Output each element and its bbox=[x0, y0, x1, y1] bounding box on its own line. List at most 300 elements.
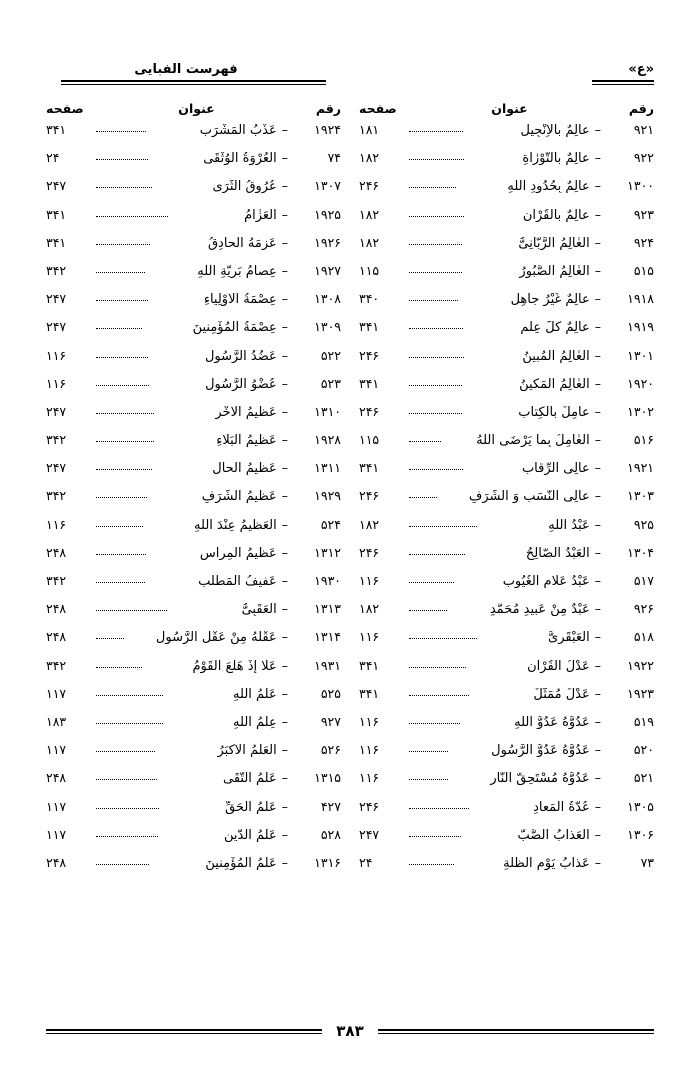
column-header-title: عنوان bbox=[491, 101, 528, 116]
entry-number: ۱۳۰۳ bbox=[627, 488, 654, 504]
entry-dash: – bbox=[594, 601, 601, 617]
entry-number: ۵۲۳ bbox=[320, 375, 341, 391]
page-number: ۳۸۳ bbox=[336, 1022, 364, 1040]
entry-number: ۱۹۲۳ bbox=[627, 685, 654, 701]
entry-dash: – bbox=[594, 375, 601, 391]
entry-dash: – bbox=[281, 375, 288, 391]
entries-left bbox=[46, 124, 341, 885]
entry-dash: – bbox=[594, 657, 601, 673]
entry-number: ۵۲۵ bbox=[320, 685, 341, 701]
entry-title: عَذْبُ الْمَشْرَبِ bbox=[199, 124, 277, 137]
leader-dots bbox=[96, 412, 154, 414]
header-left bbox=[374, 62, 654, 85]
index-entry[interactable] bbox=[359, 152, 654, 180]
entry-title: عالِمٌ بالتَّوْرٰاةِ bbox=[522, 152, 590, 166]
entry-number: ۱۹۲۰ bbox=[627, 375, 654, 391]
index-entry[interactable] bbox=[46, 603, 341, 631]
leader-dots bbox=[409, 271, 462, 273]
leader-dots bbox=[409, 750, 448, 752]
header-left-label: «ع» bbox=[628, 62, 654, 77]
entry-number: ۱۳۰۷ bbox=[314, 178, 341, 194]
entry-page: ۳۴۱ bbox=[359, 319, 380, 335]
leader-dots bbox=[409, 496, 437, 498]
leader-dots bbox=[409, 384, 462, 386]
entry-title: عالِی الرِّقابِ bbox=[521, 462, 590, 476]
entry-number: ۱۹۱۸ bbox=[627, 291, 654, 307]
entry-number: ۱۹۲۶ bbox=[314, 234, 341, 250]
entry-title: عَلا إِذْ هَلَعَ الْقَوْمُ bbox=[192, 659, 277, 673]
entry-number: ۱۳۱۳ bbox=[314, 601, 341, 617]
index-entry[interactable] bbox=[46, 403, 341, 434]
index-entry[interactable] bbox=[46, 152, 341, 180]
entry-title: عَظیمُ الْحالِ bbox=[212, 462, 277, 476]
entry-dash: – bbox=[281, 403, 288, 419]
entry-page: ۲۴۶ bbox=[359, 798, 380, 814]
entry-number: ۱۳۱۲ bbox=[314, 544, 341, 560]
entry-title: عَبْدُ اللهِ bbox=[548, 518, 590, 532]
leader-dots bbox=[409, 581, 454, 583]
leader-dots bbox=[409, 412, 462, 414]
entry-dash: – bbox=[281, 516, 288, 532]
index-entry[interactable] bbox=[46, 516, 341, 547]
entry-title: عَلَمُ الْمُؤْمِنینَ bbox=[205, 856, 277, 870]
entry-dash: – bbox=[281, 347, 288, 363]
entry-page: ۳۴۱ bbox=[359, 685, 380, 701]
leader-dots bbox=[96, 694, 163, 696]
entry-title: عِصْمَةُ الْمُؤْمِنینَ bbox=[192, 321, 277, 335]
index-entry[interactable] bbox=[359, 516, 654, 547]
entry-title: الْعٰالِمُ الصَّبُورُ bbox=[519, 264, 590, 278]
leader-dots bbox=[409, 609, 447, 611]
entry-page: ۲۴۶ bbox=[359, 347, 380, 363]
index-entry[interactable] bbox=[46, 744, 341, 772]
entry-number: ۹۲۱ bbox=[633, 122, 654, 137]
entry-number: ۱۹۲۱ bbox=[627, 460, 654, 476]
leader-dots bbox=[409, 440, 441, 442]
entry-dash: – bbox=[594, 770, 601, 786]
index-entry[interactable] bbox=[359, 854, 654, 885]
index-entry[interactable] bbox=[359, 434, 654, 462]
entry-title: عَظیمُ الْأَخْرِ bbox=[215, 405, 277, 419]
entry-title: الْعُرْوَةُ الْوُثْقَی bbox=[203, 152, 277, 166]
entry-dash: – bbox=[594, 629, 601, 645]
entry-title: عَقْلُهُ مِنْ عَقْلِ الرَّسُولِ bbox=[155, 631, 277, 645]
entry-title: عَدُوُّهُ مُسْتَحِقُّ النّارِ bbox=[490, 772, 590, 786]
entry-page: ۲۴۶ bbox=[359, 403, 380, 419]
column-header-left bbox=[46, 101, 341, 117]
entry-number: ۹۲۴ bbox=[633, 234, 654, 250]
entries-right bbox=[359, 124, 654, 885]
entry-number: ۵۱۸ bbox=[633, 629, 654, 645]
index-entry[interactable] bbox=[359, 206, 654, 237]
leader-dots bbox=[96, 778, 158, 780]
index-entry[interactable] bbox=[359, 124, 654, 152]
leader-dots bbox=[409, 778, 448, 780]
leader-dots bbox=[96, 271, 145, 273]
index-entry[interactable] bbox=[46, 180, 341, 208]
index-entry[interactable] bbox=[359, 490, 654, 518]
entry-title: الْعَلَمُ الْأَكْبَرُ bbox=[217, 744, 277, 758]
footer-rule-left bbox=[378, 1029, 654, 1034]
column-header-right bbox=[359, 101, 654, 117]
entry-title: الْعَذابُ الصَّبُّ bbox=[517, 828, 590, 842]
entry-page: ۱۸۱ bbox=[359, 122, 380, 137]
index-entry[interactable] bbox=[46, 293, 341, 321]
leader-dots bbox=[409, 553, 465, 555]
leader-dots bbox=[409, 243, 462, 245]
entry-dash: – bbox=[281, 629, 288, 645]
entry-number: ۷۴ bbox=[327, 150, 341, 166]
index-entry[interactable] bbox=[359, 403, 654, 434]
entry-page: ۱۱۶ bbox=[359, 770, 380, 786]
entry-page: ۱۱۵ bbox=[359, 432, 380, 448]
entry-dash: – bbox=[281, 234, 288, 250]
footer-rule-right bbox=[46, 1029, 322, 1034]
entry-page: ۲۴۷ bbox=[359, 826, 380, 842]
entry-page: ۳۴۲ bbox=[46, 262, 67, 278]
leader-dots bbox=[96, 243, 150, 245]
entry-number: ۱۳۰۰ bbox=[627, 178, 654, 194]
entry-dash: – bbox=[594, 234, 601, 250]
entry-number: ۹۲۷ bbox=[320, 713, 341, 729]
index-entry[interactable] bbox=[46, 657, 341, 688]
entry-page: ۲۴۸ bbox=[46, 544, 67, 560]
entry-title: عُرُوقُ الثَّرَی bbox=[212, 180, 277, 194]
entry-number: ۹۲۲ bbox=[633, 150, 654, 166]
entry-title: عَبْدٌ مِنْ عَبیدِ مُحَمَّدٍ bbox=[489, 603, 590, 617]
leader-dots bbox=[409, 722, 460, 724]
leader-dots bbox=[409, 637, 477, 639]
entry-page: ۱۸۲ bbox=[359, 234, 380, 250]
index-column-left bbox=[46, 101, 341, 1012]
index-entry[interactable] bbox=[359, 347, 654, 378]
entry-page: ۱۱۵ bbox=[359, 262, 380, 278]
index-entry[interactable] bbox=[46, 798, 341, 829]
entry-title: عالِی النَّسَبِ وَ الشَّرَفِ bbox=[468, 490, 590, 504]
index-entry[interactable] bbox=[359, 262, 654, 293]
index-entry[interactable] bbox=[46, 826, 341, 857]
leader-dots bbox=[409, 186, 456, 188]
index-entry[interactable] bbox=[359, 798, 654, 829]
leader-dots bbox=[96, 609, 167, 611]
entry-title: عَظیمُ الْمِراسِ bbox=[199, 546, 277, 560]
entry-title: عَبْدُ عَلّامِ الْغُیُوبِ bbox=[502, 575, 590, 588]
column-header-title: عنوان bbox=[178, 101, 215, 116]
entry-dash: – bbox=[281, 854, 288, 870]
entry-title: عَدُوُّهُ عَدُوُّ الرَّسُولِ bbox=[491, 744, 590, 758]
leader-dots bbox=[96, 468, 152, 470]
index-entry[interactable] bbox=[46, 631, 341, 659]
entry-dash: – bbox=[281, 798, 288, 814]
entry-page: ۱۱۶ bbox=[46, 347, 67, 363]
entry-page: ۳۴۰ bbox=[359, 291, 380, 307]
entry-page: ۱۱۷ bbox=[46, 798, 67, 814]
index-entry[interactable] bbox=[359, 657, 654, 688]
index-entry[interactable] bbox=[46, 713, 341, 744]
entry-title: عَدْلُ الْقُرْآنِ bbox=[527, 659, 590, 673]
column-header-page: صفحه bbox=[359, 101, 397, 116]
leader-dots bbox=[96, 299, 148, 301]
entry-dash: – bbox=[281, 601, 288, 617]
leader-dots bbox=[409, 835, 461, 837]
leader-dots bbox=[96, 722, 163, 724]
entry-number: ۵۲۸ bbox=[320, 826, 341, 842]
entry-page: ۳۴۱ bbox=[46, 122, 67, 137]
entry-number: ۱۳۱۴ bbox=[314, 629, 341, 645]
index-entry[interactable] bbox=[359, 631, 654, 659]
entry-dash: – bbox=[281, 573, 288, 588]
entry-title: عَلَمُ الدّینِ bbox=[223, 828, 277, 842]
entry-page: ۱۱۷ bbox=[46, 742, 67, 758]
entry-number: ۱۹۲۹ bbox=[314, 488, 341, 504]
index-columns bbox=[46, 101, 654, 1012]
entry-dash: – bbox=[281, 544, 288, 560]
index-entry[interactable] bbox=[46, 685, 341, 716]
entry-title: عَلَمُ اللهِ bbox=[233, 687, 277, 701]
index-entry[interactable] bbox=[359, 180, 654, 208]
index-entry[interactable] bbox=[359, 603, 654, 631]
entry-title: الْعَبْدُ الصّالِحُ bbox=[525, 546, 590, 560]
index-entry[interactable] bbox=[359, 462, 654, 490]
index-entry[interactable] bbox=[46, 262, 341, 293]
index-entry[interactable] bbox=[46, 434, 341, 462]
entry-dash: – bbox=[594, 262, 601, 278]
entry-dash: – bbox=[281, 432, 288, 448]
entry-page: ۲۴ bbox=[359, 854, 373, 870]
entry-dash: – bbox=[594, 826, 601, 842]
entry-number: ۱۹۳۱ bbox=[314, 657, 341, 673]
leader-dots bbox=[96, 807, 159, 809]
entry-title: الْعَظیمُ عِنْدَ اللهِ bbox=[194, 518, 277, 532]
entry-page: ۳۴۱ bbox=[359, 460, 380, 476]
entry-dash: – bbox=[594, 488, 601, 504]
index-entry[interactable] bbox=[359, 544, 654, 575]
entry-dash: – bbox=[281, 291, 288, 307]
entry-dash: – bbox=[281, 319, 288, 335]
entry-page: ۲۴۷ bbox=[46, 291, 67, 307]
entry-number: ۵۱۷ bbox=[633, 573, 654, 588]
entry-page: ۲۴ bbox=[46, 150, 60, 166]
entry-number: ۱۳۰۱ bbox=[627, 347, 654, 363]
index-entry[interactable] bbox=[46, 854, 341, 885]
entry-title: عالِمٌ بالْقُرْآنِ bbox=[522, 208, 590, 222]
leader-dots bbox=[409, 158, 464, 160]
leader-dots bbox=[96, 863, 149, 865]
entry-number: ۱۹۲۷ bbox=[314, 262, 341, 278]
entry-number: ۵۲۲ bbox=[320, 347, 341, 363]
index-column-right bbox=[359, 101, 654, 1012]
entry-dash: – bbox=[281, 770, 288, 786]
index-entry[interactable] bbox=[359, 234, 654, 265]
entry-title: عالِمٌ بِحُدُودِ اللهِ bbox=[507, 180, 590, 194]
entry-dash: – bbox=[594, 742, 601, 758]
entry-number: ۱۳۱۵ bbox=[314, 770, 341, 786]
entry-dash: – bbox=[594, 798, 601, 814]
entry-page: ۱۱۶ bbox=[359, 742, 380, 758]
entry-dash: – bbox=[281, 262, 288, 278]
entry-dash: – bbox=[594, 347, 601, 363]
entry-number: ۱۹۲۴ bbox=[314, 122, 341, 137]
column-header-num: رقم bbox=[315, 101, 341, 116]
entry-page: ۱۱۶ bbox=[359, 713, 380, 729]
entry-dash: – bbox=[281, 150, 288, 166]
entry-title: الْعَقَبِیُّ bbox=[241, 603, 277, 617]
entry-title: عَظیمُ الشَّرَفِ bbox=[201, 490, 277, 504]
entry-page: ۲۴۷ bbox=[46, 403, 67, 419]
entry-page: ۲۴۸ bbox=[46, 601, 67, 617]
entry-page: ۲۴۸ bbox=[46, 770, 67, 786]
entry-dash: – bbox=[281, 685, 288, 701]
entry-dash: – bbox=[281, 826, 288, 842]
leader-dots bbox=[409, 130, 463, 132]
index-entry[interactable] bbox=[46, 321, 341, 349]
leader-dots bbox=[96, 553, 146, 555]
entry-title: عالِمٌ بالْأِنْجِیلِ bbox=[520, 124, 590, 137]
entry-title: عِلْمُ اللهِ bbox=[233, 715, 277, 729]
entry-page: ۱۸۳ bbox=[46, 713, 67, 729]
leader-dots bbox=[96, 384, 149, 386]
index-entry[interactable] bbox=[46, 772, 341, 800]
entry-title: عُدَّةُ الْمَعادِ bbox=[533, 800, 590, 814]
entry-page: ۱۸۲ bbox=[359, 206, 380, 222]
entry-page: ۲۴۸ bbox=[46, 854, 67, 870]
entry-page: ۱۱۶ bbox=[46, 516, 67, 532]
entry-page: ۲۴۷ bbox=[46, 319, 67, 335]
index-entry[interactable] bbox=[359, 375, 654, 406]
entry-title: عِصامُ بَرِیَّةِ اللهِ bbox=[197, 264, 277, 278]
leader-dots bbox=[96, 327, 142, 329]
index-entry[interactable] bbox=[359, 826, 654, 857]
entry-number: ۱۳۰۵ bbox=[627, 798, 654, 814]
index-entry[interactable] bbox=[359, 744, 654, 772]
entry-title: عالِمٌ كُلَّ عِلْمٍ bbox=[520, 321, 590, 335]
entry-number: ۵۱۵ bbox=[633, 262, 654, 278]
entry-title: عَزِمَهُ الْحادِقُ bbox=[207, 236, 277, 250]
entry-title: الْعَبْقَرِیُّ bbox=[548, 631, 590, 645]
entry-number: ۱۳۱۶ bbox=[314, 854, 341, 870]
entry-number: ۹۲۶ bbox=[633, 601, 654, 617]
entry-dash: – bbox=[594, 122, 601, 137]
index-entry[interactable] bbox=[46, 347, 341, 378]
entry-page: ۱۱۶ bbox=[359, 573, 380, 588]
index-entry[interactable] bbox=[359, 575, 654, 603]
entry-dash: – bbox=[281, 460, 288, 476]
index-entry[interactable] bbox=[359, 321, 654, 349]
leader-dots bbox=[96, 356, 148, 358]
leader-dots bbox=[96, 525, 143, 527]
entry-title: الْعٰالِمُ الْمُبینُ bbox=[522, 349, 590, 363]
page-footer bbox=[46, 1022, 654, 1040]
entry-page: ۳۴۱ bbox=[46, 234, 67, 250]
entry-dash: – bbox=[594, 516, 601, 532]
entry-number: ۱۳۱۰ bbox=[314, 403, 341, 419]
entry-number: ۵۲۱ bbox=[633, 770, 654, 786]
entry-title: عَذابُ یَوْمِ الظُّلَّةِ bbox=[503, 856, 590, 870]
leader-dots bbox=[409, 694, 469, 696]
leader-dots bbox=[409, 356, 464, 358]
entry-page: ۲۴۸ bbox=[46, 629, 67, 645]
entry-number: ۱۹۱۹ bbox=[627, 319, 654, 335]
entry-page: ۳۴۲ bbox=[46, 488, 67, 504]
entry-number: ۷۳ bbox=[640, 854, 654, 870]
index-entry[interactable] bbox=[46, 234, 341, 265]
index-entry[interactable] bbox=[46, 375, 341, 406]
entry-dash: – bbox=[281, 488, 288, 504]
entry-dash: – bbox=[594, 319, 601, 335]
entry-page: ۱۱۷ bbox=[46, 685, 67, 701]
entry-number: ۱۳۰۸ bbox=[314, 291, 341, 307]
index-entry[interactable] bbox=[359, 772, 654, 800]
column-header-num: رقم bbox=[628, 101, 654, 116]
entry-dash: – bbox=[594, 432, 601, 448]
entry-number: ۱۹۳۰ bbox=[314, 573, 341, 588]
index-entry[interactable] bbox=[46, 490, 341, 518]
entry-number: ۵۱۹ bbox=[633, 713, 654, 729]
leader-dots bbox=[409, 215, 464, 217]
entry-dash: – bbox=[594, 685, 601, 701]
entry-page: ۳۴۱ bbox=[46, 206, 67, 222]
entry-number: ۱۳۰۹ bbox=[314, 319, 341, 335]
entry-number: ۱۳۰۴ bbox=[627, 544, 654, 560]
entry-page: ۲۴۶ bbox=[359, 178, 380, 194]
leader-dots bbox=[96, 158, 148, 160]
entry-number: ۴۲۷ bbox=[320, 798, 341, 814]
entry-number: ۹۲۵ bbox=[633, 516, 654, 532]
entry-dash: – bbox=[281, 122, 288, 137]
leader-dots bbox=[96, 215, 168, 217]
entry-dash: – bbox=[281, 178, 288, 194]
entry-title: الْعٰامِلُ بِما یَرْضَی اللهُ bbox=[476, 434, 590, 448]
entry-page: ۱۸۲ bbox=[359, 601, 380, 617]
entry-page: ۱۸۲ bbox=[359, 516, 380, 532]
header-right-title: فهرست الفبایی bbox=[134, 62, 238, 77]
index-entry[interactable] bbox=[359, 713, 654, 744]
entry-dash: – bbox=[594, 854, 601, 870]
column-header-page: صفحه bbox=[46, 101, 84, 116]
index-entry[interactable] bbox=[46, 575, 341, 603]
index-entry[interactable] bbox=[46, 544, 341, 575]
entry-dash: – bbox=[594, 403, 601, 419]
leader-dots bbox=[96, 186, 152, 188]
leader-dots bbox=[96, 440, 154, 442]
leader-dots bbox=[96, 835, 158, 837]
entry-page: ۱۱۶ bbox=[359, 629, 380, 645]
index-entry[interactable] bbox=[46, 206, 341, 237]
entry-dash: – bbox=[594, 291, 601, 307]
index-entry[interactable] bbox=[359, 685, 654, 716]
entry-page: ۳۴۱ bbox=[359, 657, 380, 673]
entry-title: عَدُوُّهُ عَدُوُّ اللهِ bbox=[514, 715, 590, 729]
entry-dash: – bbox=[594, 573, 601, 588]
index-entry[interactable] bbox=[46, 462, 341, 490]
index-entry[interactable] bbox=[46, 124, 341, 152]
entry-number: ۵۲۶ bbox=[320, 742, 341, 758]
entry-page: ۲۴۶ bbox=[359, 488, 380, 504]
entry-title: الْعَزٰامُ bbox=[244, 208, 277, 222]
index-entry[interactable] bbox=[359, 293, 654, 321]
entry-title: الْعٰالِمُ الْمَكینُ bbox=[519, 377, 590, 391]
entry-number: ۱۹۲۲ bbox=[627, 657, 654, 673]
page-header bbox=[46, 62, 654, 85]
entry-number: ۱۹۲۵ bbox=[314, 206, 341, 222]
entry-page: ۳۴۲ bbox=[46, 657, 67, 673]
entry-page: ۱۱۶ bbox=[46, 375, 67, 391]
entry-title: عَظیمُ الْبَلاءِ bbox=[216, 434, 277, 448]
entry-title: عُضْوُ الرَّسُولِ bbox=[205, 377, 277, 391]
entry-dash: – bbox=[281, 742, 288, 758]
leader-dots bbox=[96, 666, 142, 668]
entry-page: ۲۴۶ bbox=[359, 544, 380, 560]
